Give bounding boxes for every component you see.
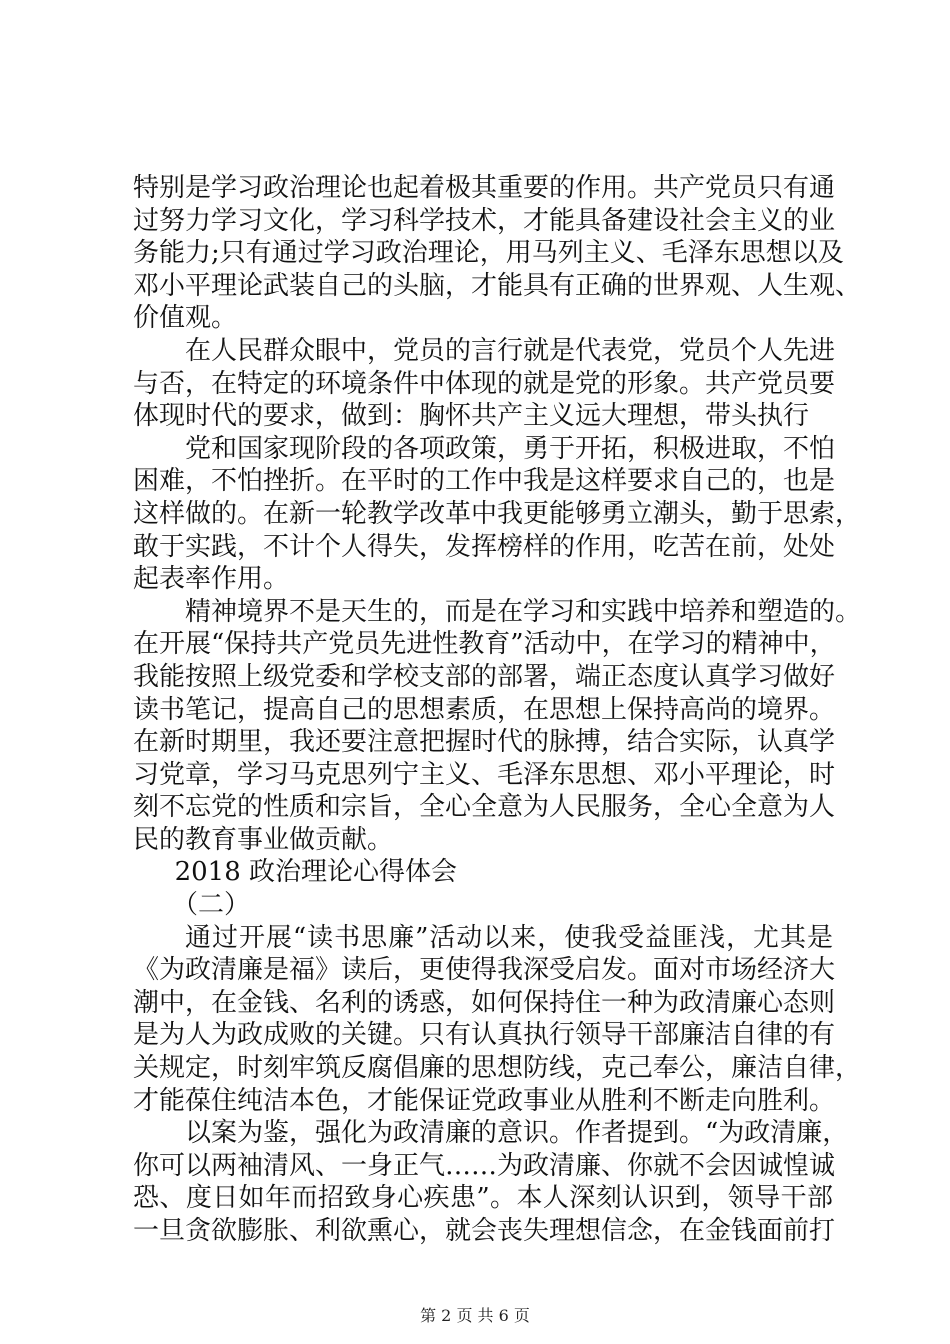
text-line: 是为人为政成败的关键。只有认真执行领导干部廉洁自律的有 <box>133 1020 836 1051</box>
text-line: 体现时代的要求，做到：胸怀共产主义远大理想，带头执行 <box>133 401 810 432</box>
text-line: 精神境界不是天生的，而是在学习和实践中培养和塑造的。 <box>185 596 862 627</box>
text-line: 这样做的。在新一轮教学改革中我更能够勇立潮头，勤于思索， <box>133 498 862 529</box>
text-line: 价值观。 <box>133 303 238 334</box>
text-line: 通过开展“读书思廉”活动以来，使我受益匪浅，尤其是 <box>185 922 833 953</box>
text-line: 一旦贪欲膨胀、利欲熏心，就会丧失理想信念，在金钱面前打 <box>133 1216 836 1246</box>
text-line: 在人民群众眼中，党员的言行就是代表党，党员个人先进 <box>185 335 836 366</box>
text-line: （二） <box>172 890 251 921</box>
text-line: 起表率作用。 <box>133 564 290 595</box>
text-line: 习党章，学习马克思列宁主义、毛泽东思想、邓小平理论，时 <box>133 759 836 790</box>
text-line: 我能按照上级党委和学校支部的部署，端正态度认真学习做好 <box>133 661 836 692</box>
text-line: 你可以两袖清风、一身正气……为政清廉、你就不会因诚惶诚 <box>133 1150 836 1181</box>
text-line: 关规定，时刻牢筑反腐倡廉的思想防线，克己奉公，廉洁自律， <box>133 1053 862 1084</box>
text-line: 读书笔记，提高自己的思想素质，在思想上保持高尚的境界。 <box>133 694 836 725</box>
text-line: 才能葆住纯洁本色，才能保证党政事业从胜利不断走向胜利。 <box>133 1085 836 1116</box>
text-line: 民的教育事业做贡献。 <box>133 824 394 855</box>
text-line: 党和国家现阶段的各项政策，勇于开拓，积极进取，不怕 <box>185 433 836 464</box>
text-line: 在开展“保持共产党员先进性教育”活动中，在学习的精神中， <box>133 629 836 660</box>
text-line: 务能力;只有通过学习政治理论，用马列主义、毛泽东思想以及 <box>133 238 844 269</box>
text-line: 邓小平理论武装自己的头脑，才能具有正确的世界观、人生观、 <box>133 270 862 301</box>
text-line: 过努力学习文化，学习科学技术，才能具备建设社会主义的业 <box>133 205 836 236</box>
text-line: 敢于实践，不计个人得失，发挥榜样的作用，吃苦在前，处处 <box>133 531 836 562</box>
text-line: 与否，在特定的环境条件中体现的就是党的形象。共产党员要 <box>133 368 836 399</box>
text-line: 2018 政治理论心得体会 <box>174 857 458 888</box>
text-line: 潮中，在金钱、名利的诱惑，如何保持住一种为政清廉心态则 <box>133 987 836 1018</box>
text-line: 特别是学习政治理论也起着极其重要的作用。共产党员只有通 <box>133 173 836 203</box>
page-footer: 第 2 页 共 6 页 <box>420 1306 530 1325</box>
document-body <box>133 172 862 1248</box>
text-line: 以案为鉴，强化为政清廉的意识。作者提到。“为政清廉， <box>185 1118 849 1149</box>
text-line: 恐、度日如年而招致身心疾患”。本人深刻认识到，领导干部 <box>133 1183 833 1214</box>
text-line: 困难，不怕挫折。在平时的工作中我是这样要求自己的，也是 <box>133 466 836 497</box>
text-line: 刻不忘党的性质和宗旨，全心全意为人民服务，全心全意为人 <box>133 792 836 823</box>
text-line: 《为政清廉是福》读后，更使得我深受启发。面对市场经济大 <box>133 955 836 986</box>
text-line: 在新时期里，我还要注意把握时代的脉搏，结合实际，认真学 <box>133 727 836 758</box>
